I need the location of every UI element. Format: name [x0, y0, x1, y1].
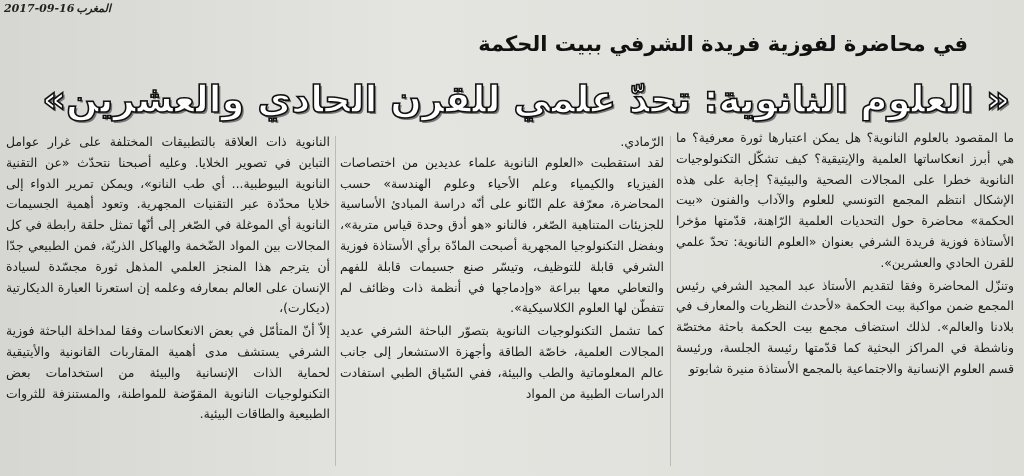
article-headline: « العلوم النانوية: تحدّ علمي للقرن الحادي والعشرين» [42, 78, 1010, 121]
publication-name: المغرب [76, 2, 111, 15]
article-column-3 [6, 132, 330, 472]
article-column-2 [340, 132, 664, 472]
column-2-paragraph-3: كما تشمل التكنولوجيات النانوية بتصوّر الباحثة الشرفي عديد المجالات العلمية، خاصّة الطاقة وأجهزة الاستشعار إلى جانب عالم المعلوماتية والطب والبيئة، ففي السّياق الطبي استفادت الدراسات الطبية من المواد [340, 323, 664, 401]
article-subtitle: في محاضرة لفوزية فريدة الشرفي ببيت الحكمة [478, 32, 968, 56]
column-divider [335, 136, 336, 466]
page-meta [4, 2, 113, 15]
publication-date: 2017-09-16 [4, 2, 75, 15]
column-divider [670, 136, 671, 466]
article-column-1 [676, 128, 1014, 468]
column-3-paragraph-2: إلاّ أنّ المتأمّل في بعض الانعكاسات وفقا لمداخلة الباحثة فوزية الشرفي يستشف مدى أهمية المقاربات القانونية والأيتيقية لحماية الذات الإنسانية والبيئة من استخدامات بعض التكنولوجيات النانوية المقوّضة للمواطنة، والمستنزفة للثروات الطبيعية والطاقات البيئية. [6, 323, 330, 422]
column-3-paragraph-1: النانوية ذات العلاقة بالتطبيقات المختلفة على غرار عوامل التباين في تصوير الخلايا. وعليه أصبحنا نتحدّث «عن التقنية النانوية البيوطبية... أي طب النانو»، ويمكن تمرير الدواء إلى خلايا محدّدة عبر التقنيات المجهرية. وتعود أهمية الجسيمات النانوية أي الموغلة في الصّغر إلى أنّها تمثل حلقة رابطة في كل المجالات بين المواد الضّخمة والهياكل الذريّة، فمن الطبيعي جدّا أن يترجم هذا المنجز العلمي المذهل ثورة مجسّدة لسيادة الإنسان على العالم بمعارفه وعلمه إن استعرنا العبارة الديكارتية (ديكارت)، [6, 134, 330, 316]
column-2-paragraph-2: لقد استقطبت «العلوم النانوية علماء عديدين من اختصاصات الفيزياء والكيمياء وعلم الأحياء وعلوم الهندسة» حسب المحاضرة، معرّفة علم النّانو على أنّه دراسة المبادئ الأساسية للجزيئات المتناهية الصّغر، فالنانو «هو أدق وحدة قياس مترية»، وبفضل التكنولوجيا المجهرية أصبحت المادّة برأي الأستاذة فوزية الشرفي قابلة للتوظيف، وتيسّر صنع جسيمات قابلة للفهم والتعاطي معها ببراعة «وإدماجها في أنظمة ذات وظائف لم تتفطّن لها العلوم الكلاسيكية». [340, 154, 664, 316]
column-2-paragraph-1: الرّمادي. [620, 134, 664, 149]
column-1-paragraph-1: ما المقصود بالعلوم النانوية؟ هل يمكن اعتبارها ثورة معرفية؟ ما هي أبرز انعكاساتها العلمية والإيتيقية؟ كيف تشكّل التكنولوجيات النانوية خطرا على المجالات الصحية والبيئية؟ إجابة على هذه الإشكال انتظم المجمع التونسي للعلوم والآداب والفنون «بيت الحكمة» محاضرة حول التحديات العلمية الرّاهنة، قدّمتها مؤخرا الأستاذة فوزية فريدة الشرفي بعنوان «العلوم النانوية: تحدّ علمي للقرن الحادي والعشرين». [676, 130, 1014, 270]
column-1-paragraph-2: وتنزّل المحاضرة وفقا لتقديم الأستاذ عبد المجيد الشرفي رئيس المجمع ضمن مواكبة بيت الحكمة «لأحدث النظريات والمعارف في بلادنا والعالم». لذلك استضاف مجمع بيت الحكمة باحثة مختصّة وناشطة في المراكز البحثية كما قدّمتها رئيسة الجلسة، ورئيسة قسم العلوم الإنسانية والاجتماعية بالمجمع الأستاذة منيرة شابوتو [676, 277, 1014, 376]
